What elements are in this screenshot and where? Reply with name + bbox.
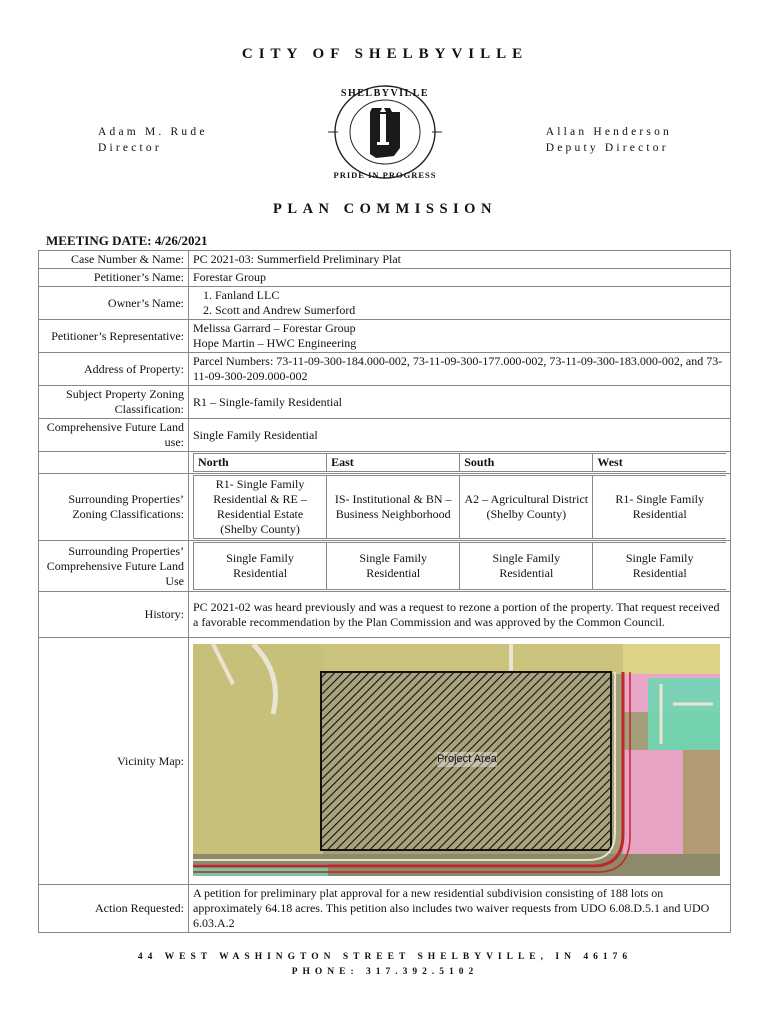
representative-label: Petitioner’s Representative: bbox=[39, 320, 189, 353]
director-block bbox=[98, 124, 208, 156]
row-representative bbox=[39, 320, 731, 353]
surrounding-zoning-west: R1- Single Family Residential bbox=[593, 476, 726, 539]
city-seal-logo bbox=[320, 76, 450, 188]
representative-value bbox=[189, 320, 731, 353]
direction-west: West bbox=[593, 454, 726, 472]
project-area-label: Project Area bbox=[437, 753, 497, 765]
representative-line: Melissa Garrard – Forestar Group bbox=[193, 321, 356, 335]
owner-item: 2. Scott and Andrew Sumerford bbox=[215, 303, 726, 318]
svg-text:SHELBYVILLE: SHELBYVILLE bbox=[340, 88, 430, 99]
surrounding-future-west: Single Family Residential bbox=[593, 543, 726, 590]
deputy-name: Allan Henderson bbox=[545, 126, 672, 138]
svg-text:PRIDE IN PROGRESS: PRIDE IN PROGRESS bbox=[333, 170, 437, 180]
action-value: A petition for preliminary plat approval for a new residential subdivision consisting of 188 lots on approximately 64.18 acres. This petition also includes two waiver requests from UDO 6.08.D.5.1 and UDO 6.03.A.2 bbox=[189, 885, 731, 933]
surrounding-zoning-east: IS- Institutional & BN – Business Neighborhood bbox=[327, 476, 460, 539]
vicinity-map-label: Vicinity Map: bbox=[39, 638, 189, 885]
row-surrounding-future bbox=[39, 541, 731, 592]
owner-item: 1. Fanland LLC bbox=[215, 288, 726, 303]
surrounding-future-table bbox=[193, 542, 726, 590]
history-value: PC 2021-02 was heard previously and was a request to rezone a portion of the property. That request received a favorable recommendation by the Plan Commission and was approved by the Common Council. bbox=[189, 592, 731, 638]
petitioner-value: Forestar Group bbox=[189, 269, 731, 287]
directions-cell bbox=[189, 452, 731, 474]
vicinity-map-cell bbox=[189, 638, 731, 885]
owner-value bbox=[189, 287, 731, 320]
action-label: Action Requested: bbox=[39, 885, 189, 933]
surrounding-future-east: Single Family Residential bbox=[327, 543, 460, 590]
director-name: Adam M. Rude bbox=[98, 126, 208, 138]
surrounding-future-north: Single Family Residential bbox=[194, 543, 327, 590]
row-action bbox=[39, 885, 731, 933]
deputy-director-block bbox=[546, 124, 672, 156]
surrounding-zoning-cell bbox=[189, 474, 731, 541]
row-directions-header bbox=[39, 452, 731, 474]
footer-phone: PHONE: 317.392.5102 bbox=[291, 967, 479, 977]
surrounding-zoning-south: A2 – Agricultural District (Shelby County) bbox=[460, 476, 593, 539]
city-title: CITY OF SHELBYVILLE bbox=[241, 46, 529, 62]
directions-table bbox=[193, 453, 726, 472]
row-history bbox=[39, 592, 731, 638]
surrounding-future-label: Surrounding Properties’ Comprehensive Future Land Use bbox=[39, 541, 189, 592]
row-petitioner bbox=[39, 269, 731, 287]
owner-list bbox=[193, 288, 726, 318]
zoning-value: R1 – Single-family Residential bbox=[189, 386, 731, 419]
row-case bbox=[39, 251, 731, 269]
future-land-use-value: Single Family Residential bbox=[189, 419, 731, 452]
zoning-label: Subject Property Zoning Classification: bbox=[39, 386, 189, 419]
directions-spacer bbox=[39, 452, 189, 474]
surrounding-future-south: Single Family Residential bbox=[460, 543, 593, 590]
row-vicinity-map bbox=[39, 638, 731, 885]
future-land-use-label: Comprehensive Future Land use: bbox=[39, 419, 189, 452]
surrounding-future-cell bbox=[189, 541, 731, 592]
meeting-date: MEETING DATE: 4/26/2021 bbox=[46, 233, 208, 248]
representative-line: Hope Martin – HWC Engineering bbox=[193, 336, 357, 350]
row-surrounding-zoning bbox=[39, 474, 731, 541]
plan-commission-heading: PLAN COMMISSION bbox=[273, 201, 497, 217]
direction-north: North bbox=[194, 454, 327, 472]
direction-east: East bbox=[327, 454, 460, 472]
deputy-title: Deputy Director bbox=[545, 142, 669, 154]
row-address bbox=[39, 353, 731, 386]
address-label: Address of Property: bbox=[39, 353, 189, 386]
case-label: Case Number & Name: bbox=[39, 251, 189, 269]
staff-report-table bbox=[38, 250, 731, 933]
director-title: Director bbox=[98, 142, 162, 154]
vicinity-map bbox=[193, 644, 720, 876]
row-future-land-use bbox=[39, 419, 731, 452]
row-owner bbox=[39, 287, 731, 320]
owner-label: Owner’s Name: bbox=[39, 287, 189, 320]
surrounding-zoning-table bbox=[193, 475, 726, 539]
footer-address: 44 WEST WASHINGTON STREET SHELBYVILLE, IN 46176 bbox=[137, 952, 633, 962]
surrounding-zoning-label: Surrounding Properties’ Zoning Classifications: bbox=[39, 474, 189, 541]
direction-south: South bbox=[460, 454, 593, 472]
address-value: Parcel Numbers: 73-11-09-300-184.000-002, 73-11-09-300-177.000-002, 73-11-09-300-183.000-002, and 73-11-09-300-209.000-002 bbox=[189, 353, 731, 386]
history-label: History: bbox=[39, 592, 189, 638]
row-zoning bbox=[39, 386, 731, 419]
petitioner-label: Petitioner’s Name: bbox=[39, 269, 189, 287]
case-value: PC 2021-03: Summerfield Preliminary Plat bbox=[189, 251, 731, 269]
surrounding-zoning-north: R1- Single Family Residential & RE – Residential Estate (Shelby County) bbox=[194, 476, 327, 539]
